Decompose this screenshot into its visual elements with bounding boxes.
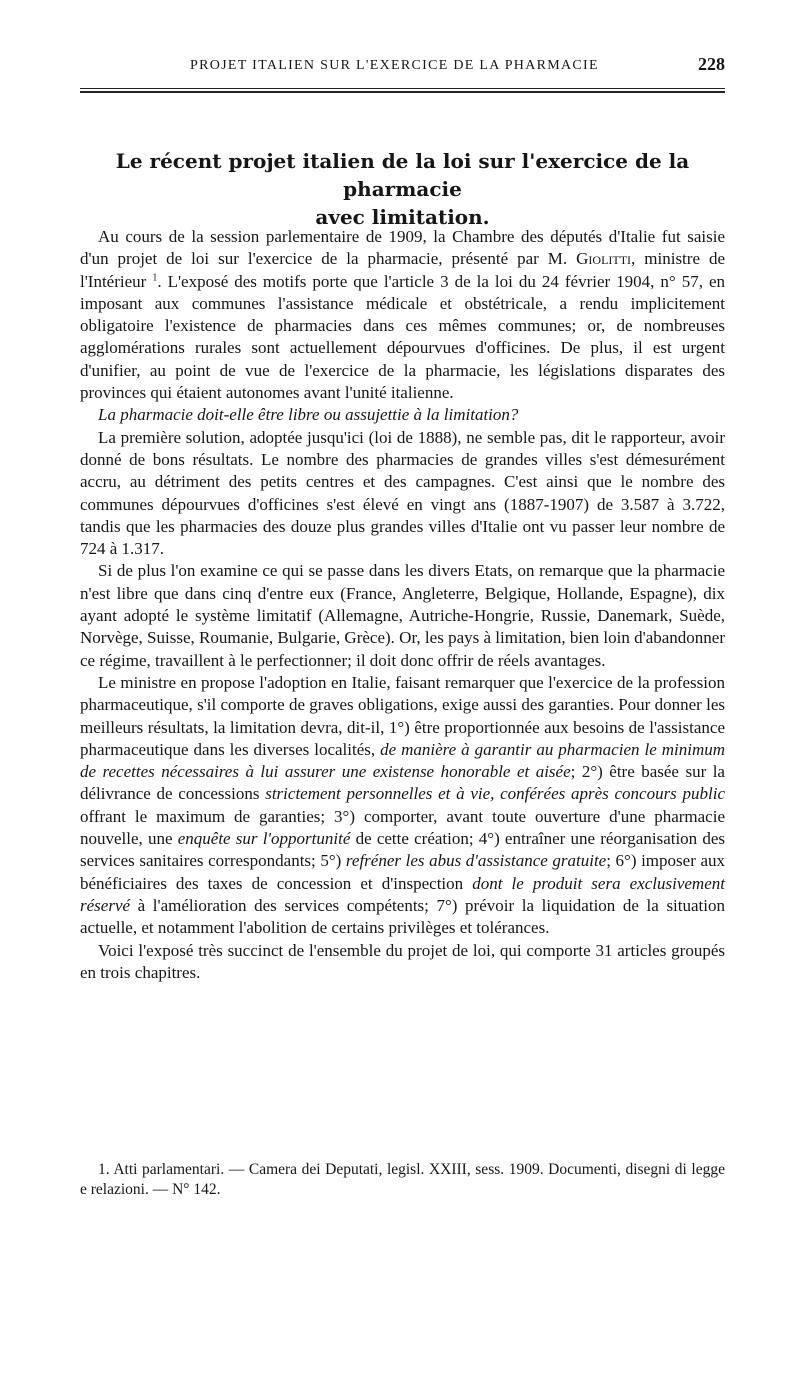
proposal-italic-1: de manière à garantir au pharmacien le minimum de recettes nécessaires à lui assurer une existense honorable et aisée — [80, 739, 725, 782]
question-text: La pharmacie doit-elle être libre ou assujettie à la limitation? — [98, 405, 519, 425]
article-title — [75, 147, 730, 231]
paragraph-other-states: Si de plus l'on examine ce qui se passe dans les divers Etats, on remarque que la pharmacie n'est libre que dans cinq d'entre eux (France, Angleterre, Belgique, Hollande, Espagne), dix ayant adopté le système limitatif (Allemagne, Autriche-Hongrie, Russie, Danemark, Suède, Norvège, Suisse, Roumanie, Bulgarie, Grèce). Or, les pays à limitation, bien loin d'abandonner ce régime, travaillent à le perfectionner; il doit donc offrir de réels avantages. — [80, 561, 725, 670]
paragraph-intro — [80, 226, 725, 404]
paragraph-summary: Voici l'exposé très succinct de l'ensemble du projet de loi, qui comporte 31 articles groupés en trois chapitres. — [80, 940, 725, 982]
intro-text-a: Au cours de la session parlementaire de 1909, la Chambre des députés d'Italie fut saisie d'un projet de loi sur l'exercice de la pharmacie, présenté par M. — [80, 227, 725, 269]
article-title-line-2: avec limitation. — [315, 205, 490, 229]
proposal-text-d: de cette création; 4°) entraîner une réorganisation des services sanitaires correspondants; 5°) — [80, 829, 726, 871]
article-body — [80, 226, 725, 984]
intro-text-b: , ministre de l'Intérieur — [80, 249, 726, 291]
minister-name: Giolitti — [576, 249, 632, 269]
paragraph-ministerial-proposal — [80, 672, 725, 940]
proposal-italic-2: strictement personnelles et à vie, conférées après concours public — [265, 784, 726, 804]
proposal-italic-4: refréner les abus d'assistance gratuite — [345, 851, 607, 871]
intro-text-c: . L'exposé des motifs porte que l'article 3 de la loi du 24 février 1904, n° 57, en imposant aux communes l'assistance médicale et obstétricale, a rendu implicitement obligatoire l'existence de pharmacies dans ces mêmes communes; or, de nombreuses agglomérations rurales sont actuellement dépourvues d'officines. De plus, il est urgent d'unifier, au point de vue de l'exercice de la pharmacie, les législations disparates des provinces qui étaient autonomes avant l'unité italienne. — [80, 271, 726, 403]
page-number: 228 — [698, 54, 725, 74]
proposal-text-a: Le ministre en propose l'adoption en Italie, faisant remarquer que l'exercice de la profession pharmaceutique, s'il comporte de graves obligations, exige aussi des garanties. Pour donner les meilleurs résultats, la limitation devra, dit-il, 1°) être proportionnée aux besoins de l'assistance pharmaceutique dans les diverses localités, — [80, 672, 725, 759]
running-title: PROJET ITALIEN SUR L'EXERCICE DE LA PHARMACIE — [190, 58, 599, 73]
header-rule-thick — [80, 91, 725, 93]
footnote-reference: 1 — [152, 271, 158, 283]
proposal-text-e: ; 6°) imposer aux bénéficiaires des taxes de concession et d'inspection — [80, 851, 725, 893]
paragraph-first-solution: La première solution, adoptée jusqu'ici (loi de 1888), ne semble pas, dit le rapporteur, avoir donné de bons résultats. Le nombre des pharmacies de grandes villes s'est démesurément accru, au détriment des petits centres et des campagnes. C'est ainsi que le nombre des communes dépourvues d'officines s'est élevé en vingt ans (1887-1907) de 3.587 à 3.722, tandis que les pharmacies des douze plus grandes villes d'Italie ont vu passer leur nombre de 724 à 1.317. — [80, 427, 725, 559]
article-title-line-1: Le récent projet italien de la loi sur l'exercice de la pharmacie — [115, 149, 690, 201]
proposal-italic-3: enquête sur l'opportunité — [177, 829, 351, 849]
proposal-text-b: ; 2°) être basée sur la délivrance de concessions — [80, 762, 725, 804]
footnote: 1. Atti parlamentari. — Camera dei Deputati, legisl. XXIII, sess. 1909. Documenti, disegni di legge e relazioni. — N° 142. — [80, 1161, 725, 1198]
header-rule-thin — [80, 88, 725, 89]
proposal-italic-5: dont le produit sera exclusivement réservé — [80, 873, 725, 915]
running-head — [80, 56, 725, 80]
proposal-text-c: offrant le maximum de garanties; 3°) comporter, avant toute ouverture d'une pharmacie nouvelle, une — [80, 806, 725, 849]
proposal-text-f: à l'amélioration des services compétents; 7°) prévoir la liquidation de la situation actuelle, et notamment l'abolition de certains privilèges et tolérances. — [80, 895, 725, 938]
paragraph-question — [80, 404, 725, 426]
